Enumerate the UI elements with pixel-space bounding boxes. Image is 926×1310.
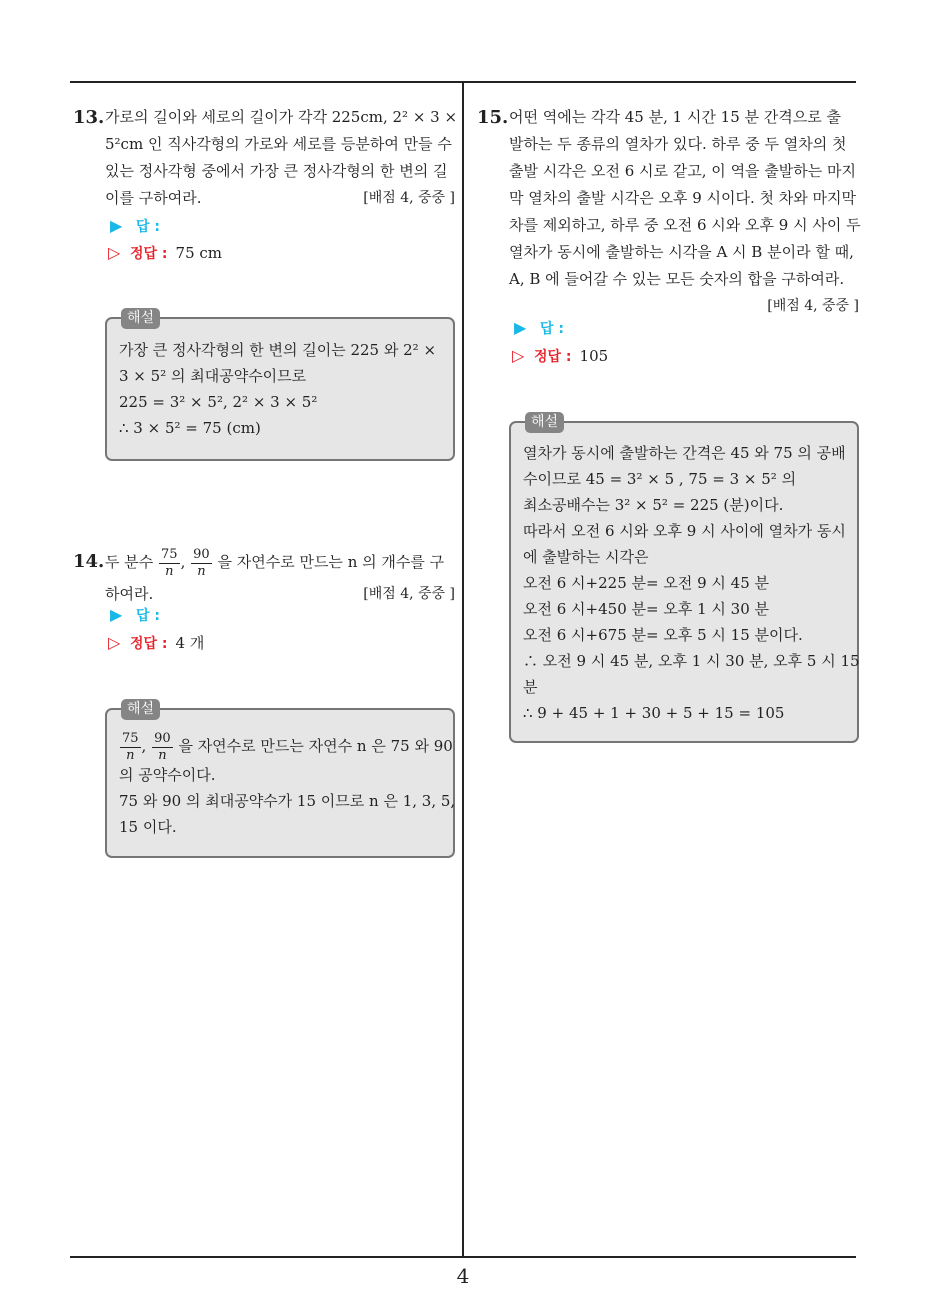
explanation-box <box>509 414 860 743</box>
explanation-line: 15 이다. <box>119 818 177 836</box>
play-triangle-icon: ▶ <box>514 318 527 337</box>
problem-text-prefix: 두 분수 <box>105 553 154 571</box>
fraction-denominator: n <box>197 563 206 579</box>
problem-number: 14. <box>73 551 105 572</box>
score-label: [배점 4, 중중 ] <box>363 586 455 602</box>
problem-text-line: 하여라. <box>105 585 154 603</box>
fraction-numerator: 75 <box>161 546 178 562</box>
correct-answer-row <box>108 240 222 266</box>
explanation-line: 75 와 90 의 최대공약수가 15 이므로 n 은 1, 3, 5, <box>119 792 456 810</box>
explanation-line: 3 × 5² 의 최대공약수이므로 <box>119 367 307 385</box>
correct-value: 75 cm <box>175 244 223 262</box>
problem-text-line: 출발 시각은 오전 6 시로 같고, 이 역을 출발하는 마지 <box>509 162 857 180</box>
fraction-numerator: 75 <box>122 730 139 746</box>
fraction-denominator: n <box>165 563 174 579</box>
answer-row <box>110 213 160 239</box>
problem-number: 15. <box>477 107 509 128</box>
fraction-75-over-n <box>120 732 141 763</box>
explanation-line <box>119 728 453 764</box>
fraction-separator: , <box>141 737 147 755</box>
problem-text-line: 막 열차의 출발 시각은 오후 9 시이다. 첫 차와 마지막 <box>509 189 857 207</box>
problem-text-line: A, B 에 들어갈 수 있는 모든 숫자의 합을 구하여라. <box>509 270 845 288</box>
problem-text-line: 발하는 두 종류의 열차가 있다. 하루 중 두 열차의 첫 <box>509 135 847 153</box>
fraction-separator: , <box>180 553 186 571</box>
play-triangle-icon: ▶ <box>110 216 123 235</box>
explanation-line: ∴ 3 × 5² = 75 (cm) <box>119 419 261 437</box>
fraction-denominator: n <box>126 747 135 763</box>
answer-row <box>514 315 564 341</box>
explanation-line: ∴ 9 + 45 + 1 + 30 + 5 + 15 = 105 <box>523 704 785 722</box>
problem-text-line: 이를 구하여라. <box>105 189 202 207</box>
outline-triangle-icon: ▷ <box>108 633 121 652</box>
explanation-line: 에 출발하는 시각은 <box>523 548 649 566</box>
answer-label: 답 : <box>540 321 564 337</box>
explanation-text-suffix: 을 자연수로 만드는 자연수 n 은 75 와 90 <box>178 737 453 755</box>
problem-number: 13. <box>73 107 105 128</box>
problem-text-line: 있는 정사각형 중에서 가장 큰 정사각형의 한 변의 길 <box>105 162 448 180</box>
correct-value: 105 <box>579 347 609 365</box>
explanation-line: ∴ 오전 9 시 45 분, 오후 1 시 30 분, 오후 5 시 15 <box>523 652 860 670</box>
explanation-line: 225 = 3² × 5², 2² × 3 × 5² <box>119 393 318 411</box>
column-divider <box>462 81 464 1257</box>
problem-15 <box>477 104 859 320</box>
page-number: 4 <box>456 1264 470 1288</box>
explanation-line: 분 <box>523 678 538 696</box>
correct-answer-row <box>512 343 608 369</box>
answer-row <box>110 602 160 628</box>
explanation-line: 오전 6 시+675 분= 오후 5 시 15 분이다. <box>523 626 803 644</box>
explanation-line: 의 공약수이다. <box>119 766 216 784</box>
explanation-line: 따라서 오전 6 시와 오후 9 시 사이에 열차가 동시 <box>523 522 846 540</box>
fraction-90-over-n <box>191 548 212 579</box>
explanation-box <box>105 310 455 461</box>
problem-text-line: 어떤 역에는 각각 45 분, 1 시간 15 분 간격으로 출 <box>509 108 842 126</box>
problem-text-line: 가로의 길이와 세로의 길이가 각각 225cm, 2² × 3 × <box>105 108 458 126</box>
explanation-line: 오전 6 시+450 분= 오후 1 시 30 분 <box>523 600 770 618</box>
score-label: [배점 4, 중중 ] <box>363 190 455 206</box>
explanation-box <box>105 701 456 858</box>
problem-text-suffix: 을 자연수로 만드는 n 의 개수를 구 <box>217 553 445 571</box>
correct-answer-row <box>108 630 204 656</box>
explanation-tag: 해설 <box>121 308 160 329</box>
bottom-rule <box>70 1256 856 1258</box>
answer-label: 답 : <box>136 608 160 624</box>
score-label: [배점 4, 중중 ] <box>767 298 859 314</box>
explanation-line: 가장 큰 정사각형의 한 변의 길이는 225 와 2² × <box>119 341 437 359</box>
problem-13 <box>73 104 458 212</box>
correct-label: 정답 : <box>534 349 572 365</box>
explanation-line: 수이므로 45 = 3² × 5 , 75 = 3 × 5² 의 <box>523 470 797 488</box>
explanation-line: 오전 6 시+225 분= 오전 9 시 45 분 <box>523 574 770 592</box>
play-triangle-icon: ▶ <box>110 605 123 624</box>
problem-14 <box>73 543 455 608</box>
explanation-line: 열차가 동시에 출발하는 간격은 45 와 75 의 공배 <box>523 444 846 462</box>
fraction-numerator: 90 <box>193 546 210 562</box>
explanation-tag: 해설 <box>121 699 160 720</box>
fraction-90-over-n <box>152 732 173 763</box>
answer-label: 답 : <box>136 219 160 235</box>
problem-text-line: 열차가 동시에 출발하는 시각을 A 시 B 분이라 할 때, <box>509 243 854 261</box>
correct-label: 정답 : <box>130 246 168 262</box>
correct-value: 4 개 <box>175 634 205 652</box>
outline-triangle-icon: ▷ <box>512 346 525 365</box>
explanation-line: 최소공배수는 3² × 5² = 225 (분)이다. <box>523 496 784 514</box>
problem-text-line: 5²cm 인 직사각형의 가로와 세로를 등분하여 만들 수 <box>105 135 452 153</box>
fraction-75-over-n <box>159 548 180 579</box>
outline-triangle-icon: ▷ <box>108 243 121 262</box>
explanation-tag: 해설 <box>525 412 564 433</box>
problem-text-line: 차를 제외하고, 하루 중 오전 6 시와 오후 9 시 사이 두 <box>509 216 861 234</box>
fraction-numerator: 90 <box>154 730 171 746</box>
correct-label: 정답 : <box>130 636 168 652</box>
fraction-denominator: n <box>158 747 167 763</box>
